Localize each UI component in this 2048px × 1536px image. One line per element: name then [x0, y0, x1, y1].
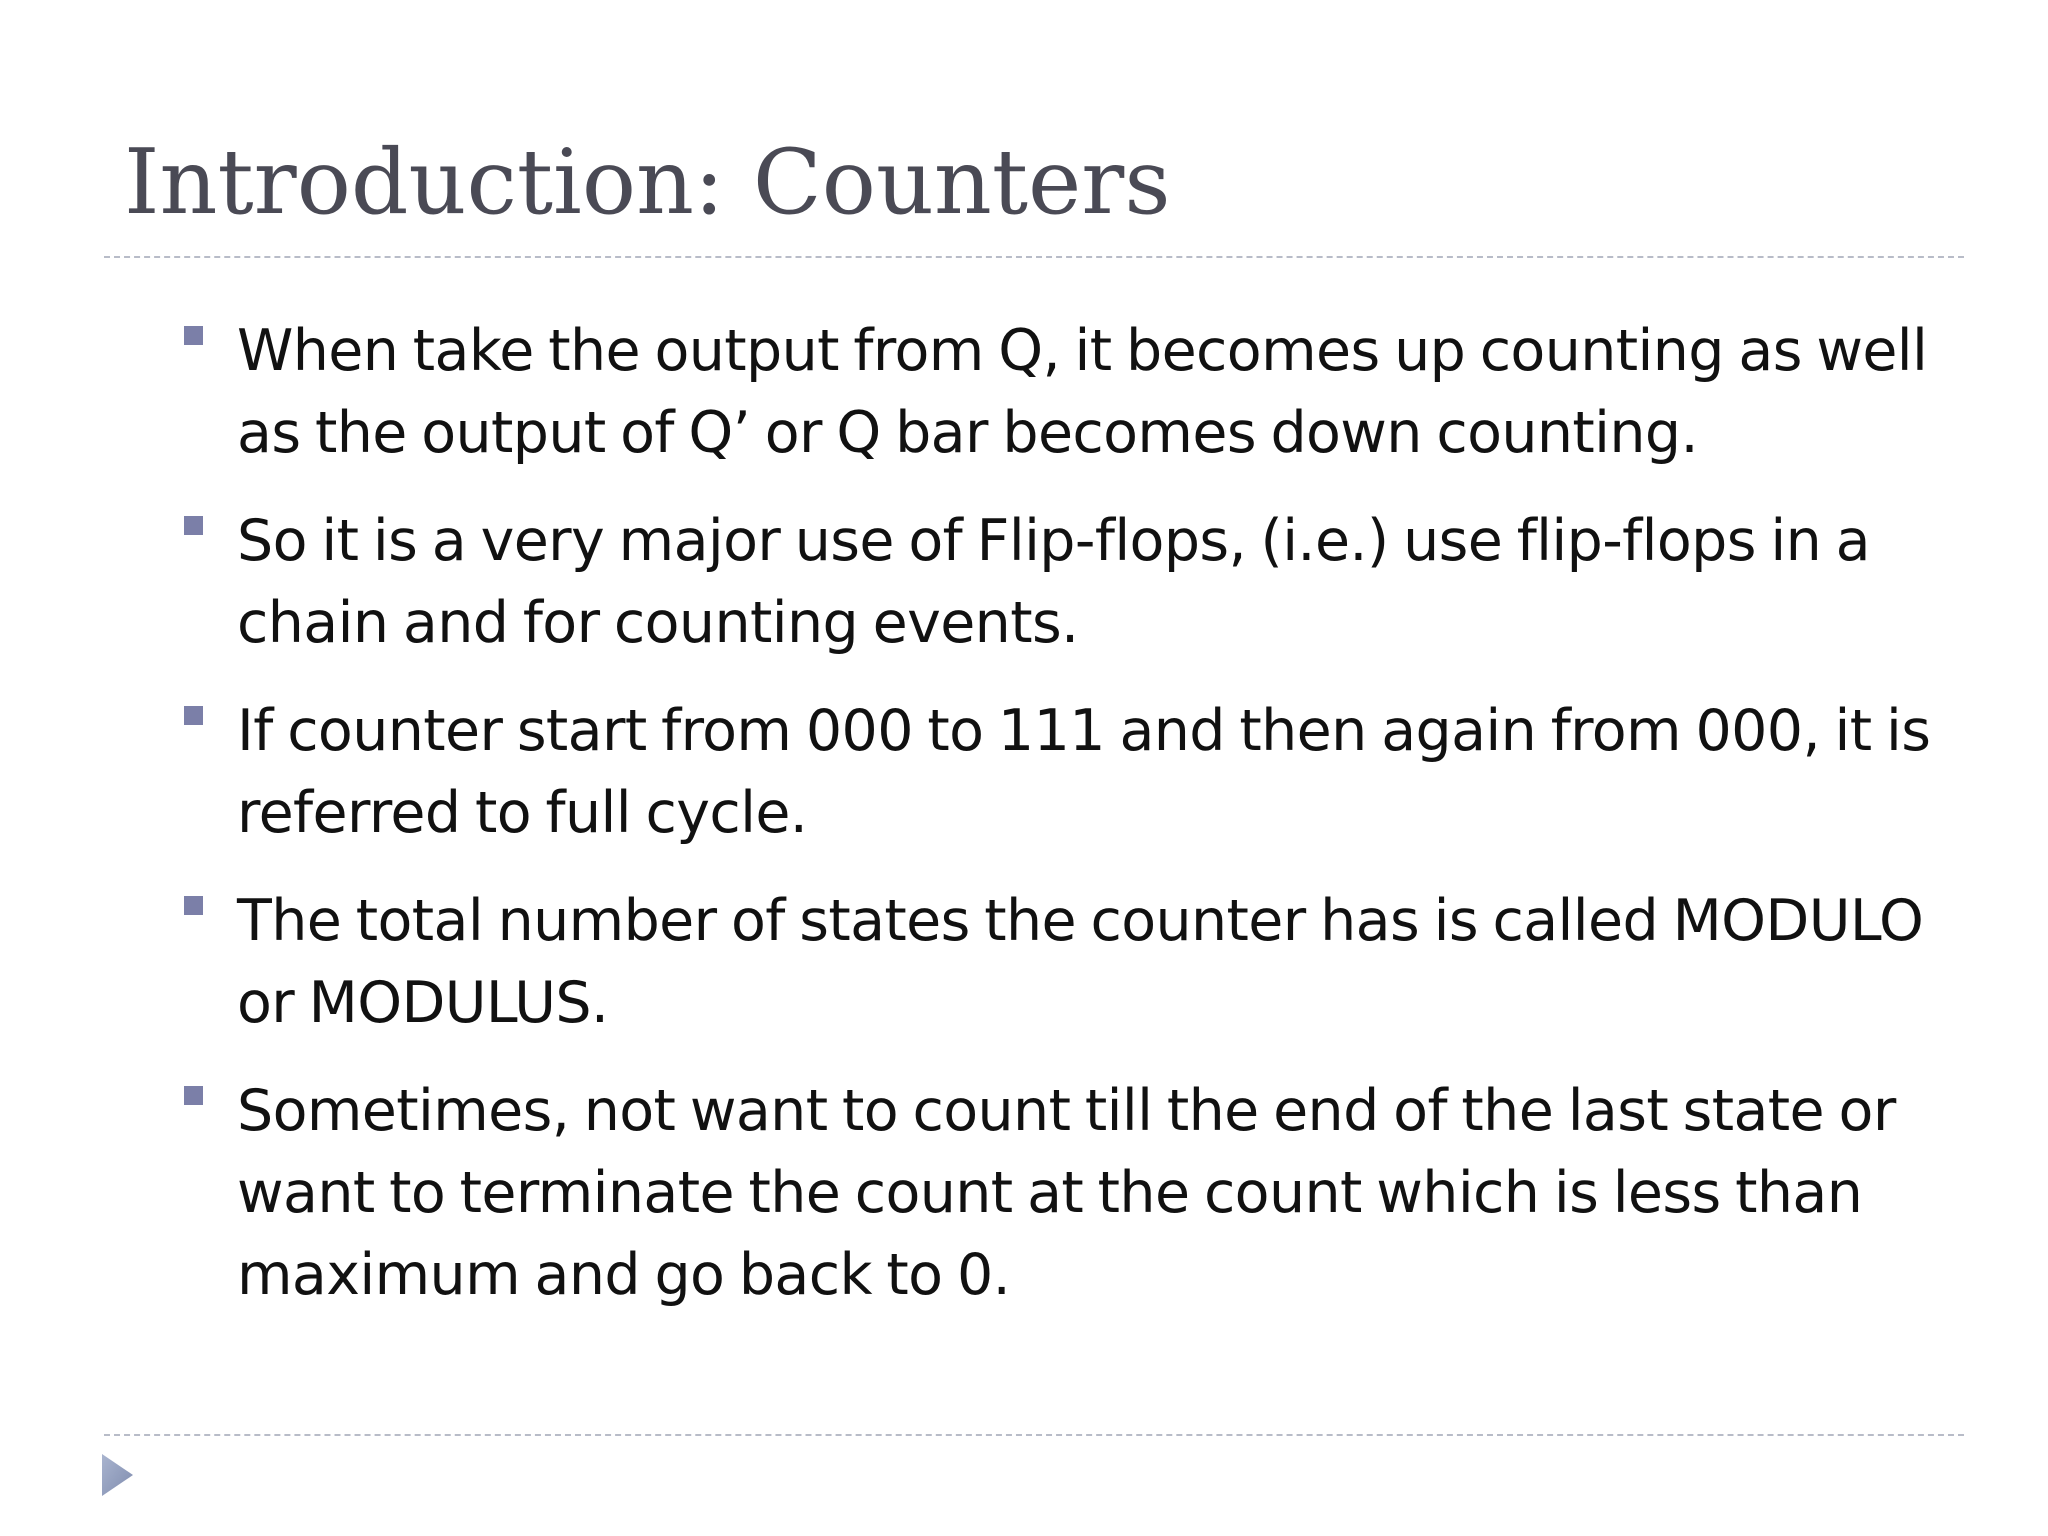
square-bullet-icon	[184, 706, 203, 725]
bullet-text: Sometimes, not want to count till the end of the last state or want to terminate the count at the count which is less than maximum and go back to 0.	[237, 1078, 1896, 1308]
bullet-item	[178, 880, 1978, 1044]
bullet-item	[178, 690, 1978, 854]
bullet-item	[178, 310, 1978, 474]
bullet-text: When take the output from Q, it becomes up counting as well as the output of Q’ or Q bar becomes down counting.	[237, 318, 1928, 466]
play-triangle-icon[interactable]	[100, 1452, 136, 1498]
square-bullet-icon	[184, 896, 203, 915]
bullet-item	[178, 500, 1978, 664]
square-bullet-icon	[184, 516, 203, 535]
bullet-list	[178, 310, 1978, 1342]
bullet-text: The total number of states the counter has is called MODULO or MODULUS.	[237, 888, 1924, 1036]
title-divider	[104, 256, 1964, 258]
bullet-text: So it is a very major use of Flip-flops, (i.e.) use flip-flops in a chain and for counting events.	[237, 508, 1870, 656]
square-bullet-icon	[184, 1086, 203, 1105]
footer-divider	[104, 1434, 1964, 1436]
bullet-text: If counter start from 000 to 111 and then again from 000, it is referred to full cycle.	[237, 698, 1931, 846]
bullet-item	[178, 1070, 1978, 1316]
slide-title: Introduction: Counters	[124, 130, 1171, 235]
square-bullet-icon	[184, 326, 203, 345]
